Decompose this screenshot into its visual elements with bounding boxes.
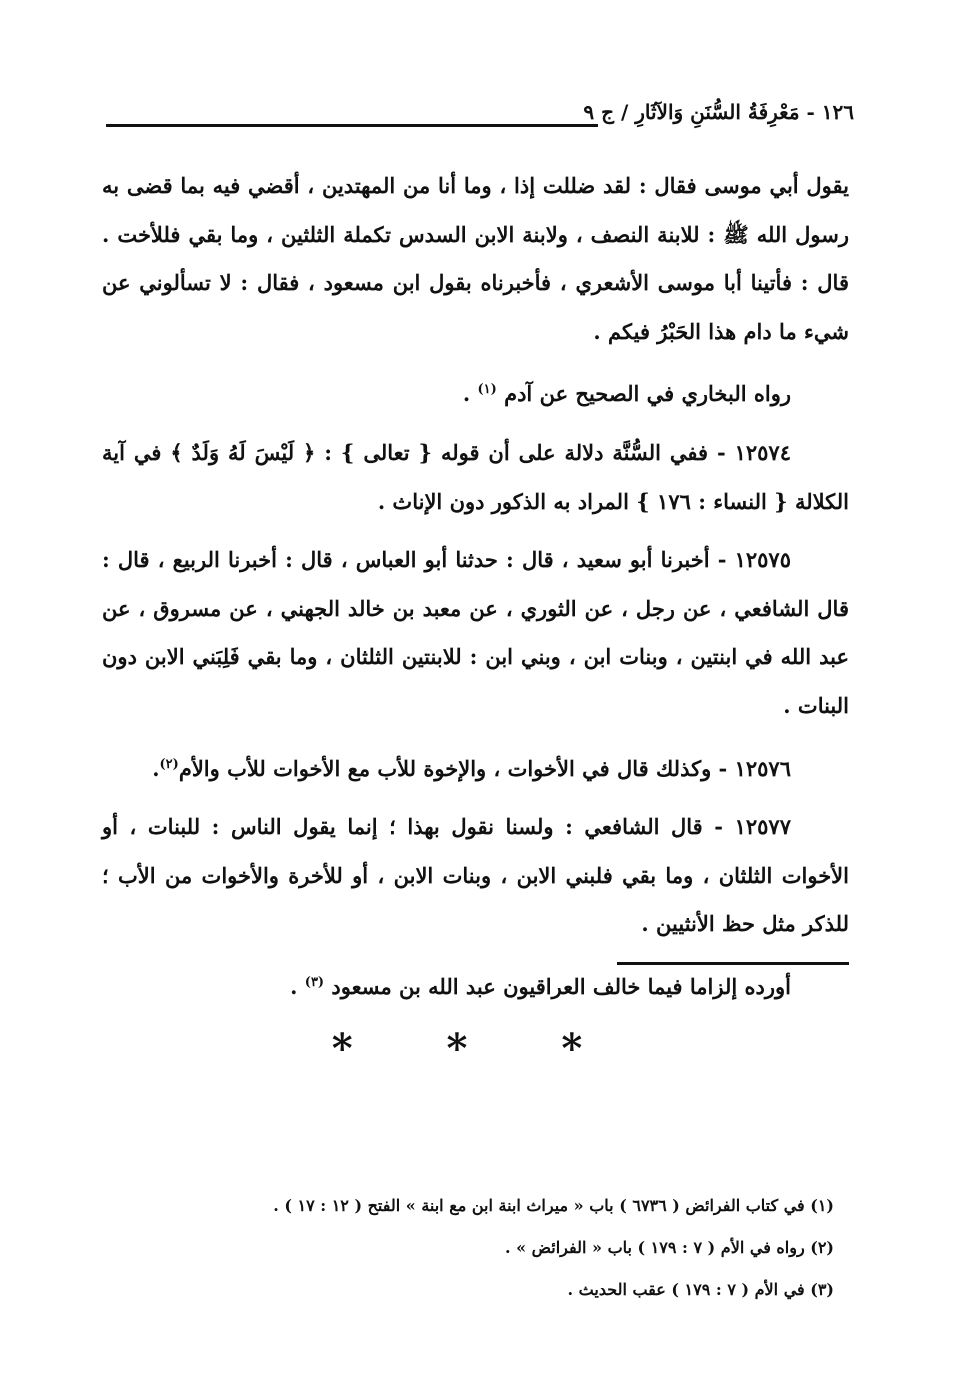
footnote-1: (١) في كتاب الفرائض ( ٦٧٣٦ ) باب « ميراث ابنة ابن مع ابنة » الفتح ( ١٢ : ١٧ ) . xyxy=(273,1196,834,1215)
footnotes xyxy=(140,1185,834,1311)
header-title: ١٢٦ - مَعْرِفَةُ السُّنَنِ وَالآثَارِ / ج ٩ xyxy=(583,100,854,124)
paragraph-1: يقول أبي موسى فقال : لقد ضللت إذا ، وما أنا من المهتدين ، أقضي فيه بما قضى به رسول الله ﷺ : للابنة النصف ، ولابنة الابن السدس تكملة الثلثين ، وما بقي فللأخت . قال : فأتينا أبا موسى الأشعري ، فأخبرناه بقول ابن مسعود ، فقال : لا تسألوني عن شيء ما دام هذا الحَبْرُ فيكم . xyxy=(102,173,849,344)
section-separator: * * * xyxy=(331,1025,623,1072)
footnote-rule xyxy=(617,962,849,965)
paragraph-final-text: أورده إلزاما فيما خالف العراقيون عبد الله بن مسعود xyxy=(331,973,791,999)
footnote-ref-3: (٣) xyxy=(304,974,325,990)
main-text xyxy=(102,162,849,1022)
paragraph-12576-text: ١٢٥٧٦ - وكذلك قال في الأخوات ، والإخوة للأب مع الأخوات للأب والأم xyxy=(178,755,791,781)
paragraph-final: أورده إلزاما فيما خالف العراقيون عبد الله بن مسعود $^{(٣)}$ . xyxy=(290,973,791,999)
footnote-2: (٢) رواه في الأم ( ٧ : ١٧٩ ) باب « الفرائض » . xyxy=(504,1238,834,1257)
paragraph-2-text: رواه البخاري في الصحيح عن آدم xyxy=(504,381,791,407)
paragraph-12575: ١٢٥٧٥ - أخبرنا أبو سعيد ، قال : حدثنا أبو العباس ، قال : أخبرنا الربيع ، قال : قال الشافعي ، عن رجل ، عن الثوري ، عن معبد بن خالد الجهني ، عن مسروق ، عن عبد الله في ابنتين ، وبنات ابن ، وبني ابن : للابنتين الثلثان ، وما بقي فَلِبَني الابن دون البنات . xyxy=(102,547,849,718)
paragraph-12576: ١٢٥٧٦ - وكذلك قال في الأخوات ، والإخوة للأب مع الأخوات للأب والأم$^{(٢)}$. xyxy=(152,755,791,781)
footnote-3: (٣) في الأم ( ٧ : ١٧٩ ) عقب الحديث . xyxy=(567,1280,834,1299)
footnote-ref-2: (٢) xyxy=(159,756,179,772)
paragraph-12577: ١٢٥٧٧ - قال الشافعي : ولسنا نقول بهذا ؛ إنما يقول الناس : للبنات ، أو الأخوات الثلثان ، وما بقي فلبني الابن ، وبنات الابن ، أو للأخرة والأخوات من الأب ؛ للذكر مثل حظ الأنثيين . xyxy=(102,814,849,937)
running-header xyxy=(100,100,854,140)
paragraph-12574: ١٢٥٧٤ - ففي السُّنَّة دلالة على أن قوله { تعالى } : ﴿ لَيْسَ لَهُ وَلَدٌ ﴾ في آية الكلالة { النساء : ١٧٦ } المراد به الذكور دون الإناث . xyxy=(102,439,849,514)
header-rule xyxy=(106,124,598,127)
footnote-ref-1: (١) xyxy=(477,382,497,398)
paragraph-2: رواه البخاري في الصحيح عن آدم $^{(١)}$ . xyxy=(462,381,791,407)
